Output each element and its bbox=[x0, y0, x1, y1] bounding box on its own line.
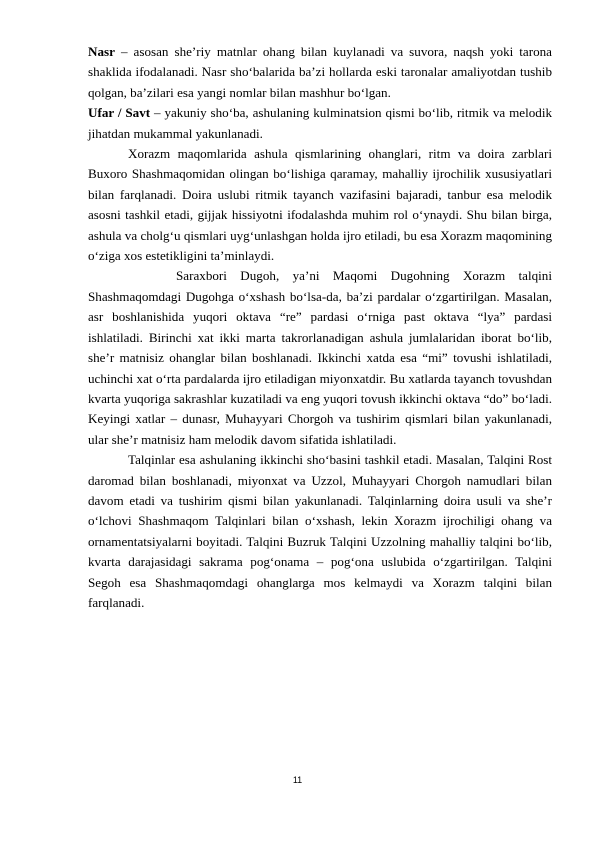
paragraph-ufar-savt bbox=[88, 103, 552, 144]
term-ufar-savt: Ufar / Savt bbox=[88, 105, 151, 121]
definition-ufar-savt: – yakuniy sho‘ba, ashulaning kulminatsion qismi bo‘lib, ritmik va melodik jihatdan mukammal yakunlanadi. bbox=[88, 105, 553, 141]
paragraph-nasr bbox=[88, 42, 552, 103]
body-text bbox=[88, 42, 552, 613]
page-number: 11 bbox=[292, 775, 303, 785]
paragraph-xorazm-maqomlari: Xorazm maqomlarida ashula qismlarining ohanglari, ritm va doira zarblari Buxoro Shashmaqomidan olingan bo‘lishiga qaramay, mahalliy ijrochilik xususiyatlari bilan farqlanadi. Doira uslubi ritmik tayanch vazifasini bajaradi, tanbur esa melodik asosni tashkil etadi, gijjak hissiyotni ifodalashda muhim rol o‘ynaydi. Shu bilan birga, ashula va cholg‘u qismlari uyg‘unlashgan holda ijro etiladi, bu esa Xorazm maqomining o‘ziga xos estetikligini ta’minlaydi. bbox=[88, 146, 552, 264]
term-nasr: Nasr bbox=[88, 44, 115, 59]
paragraph-saraxbori-dugoh: Saraxbori Dugoh, ya’ni Maqomi Dugohning Xorazm talqini Shashmaqomdagi Dugohga o‘xshash bo‘lsa-da, ba’zi pardalar o‘zgartirilgan. Masalan, asr boshlanishida yuqori oktava “re” pardasi o‘rniga past oktava “lya” pardasi ishlatiladi. Birinchi xat ikki marta takrorlanadigan ashula jumlalaridan iborat bo‘lib, she’r matnisiz ohanglar bilan boshlanadi. Ikkinchi xatda esa “mi” tovushi ishlatiladi, uchinchi xat o‘rta pardalarda ijro etiladigan miyonxatdir. Bu xatlarda tayanch tovushdan kvarta yuqoriga sakrashlar kuzatiladi va eng yuqori tovush ikkinchi oktava “do” bo‘ladi. Keyingi xatlar – dunasr, Muhayyari Chorgoh va tushirim qismlari bilan yakunlanadi, ular she’r matnisiz ham melodik davom sifatida ishlatiladi. bbox=[88, 268, 552, 447]
definition-nasr: – asosan she’riy matnlar ohang bilan kuylanadi va suvora, naqsh yoki tarona shaklida ifodalanadi. Nasr sho‘balarida ba’zi hollarda eski taronalar amaliyotdan tushib qolgan, ba’zilari esa yangi nomlar bilan mashhur bo‘lgan. bbox=[88, 44, 552, 100]
paragraph-talqinlar: Talqinlar esa ashulaning ikkinchi sho‘basini tashkil etadi. Masalan, Talqini Rost daromad bilan boshlanadi, miyonxat va Uzzol, Muhayyari Chorgoh namudlari bilan davom etadi va tushirim qismi bilan yakunlanadi. Talqinlarning doira usuli va she’r o‘lchovi Shashmaqom Talqinlari bilan o‘xshash, lekin Xorazm ijrochiligi ohang va ornamentatsiyalarni boyitadi. Talqini Buzruk Talqini Uzzolning mahalliy talqini bo‘lib, kvarta darajasidagi sakrama pog‘onama – pog‘ona uslubida o‘zgartirilgan. Talqini Segoh esa Shashmaqomdagi ohanglarga mos kelmaydi va Xorazm talqini bilan farqlanadi. bbox=[88, 452, 552, 610]
